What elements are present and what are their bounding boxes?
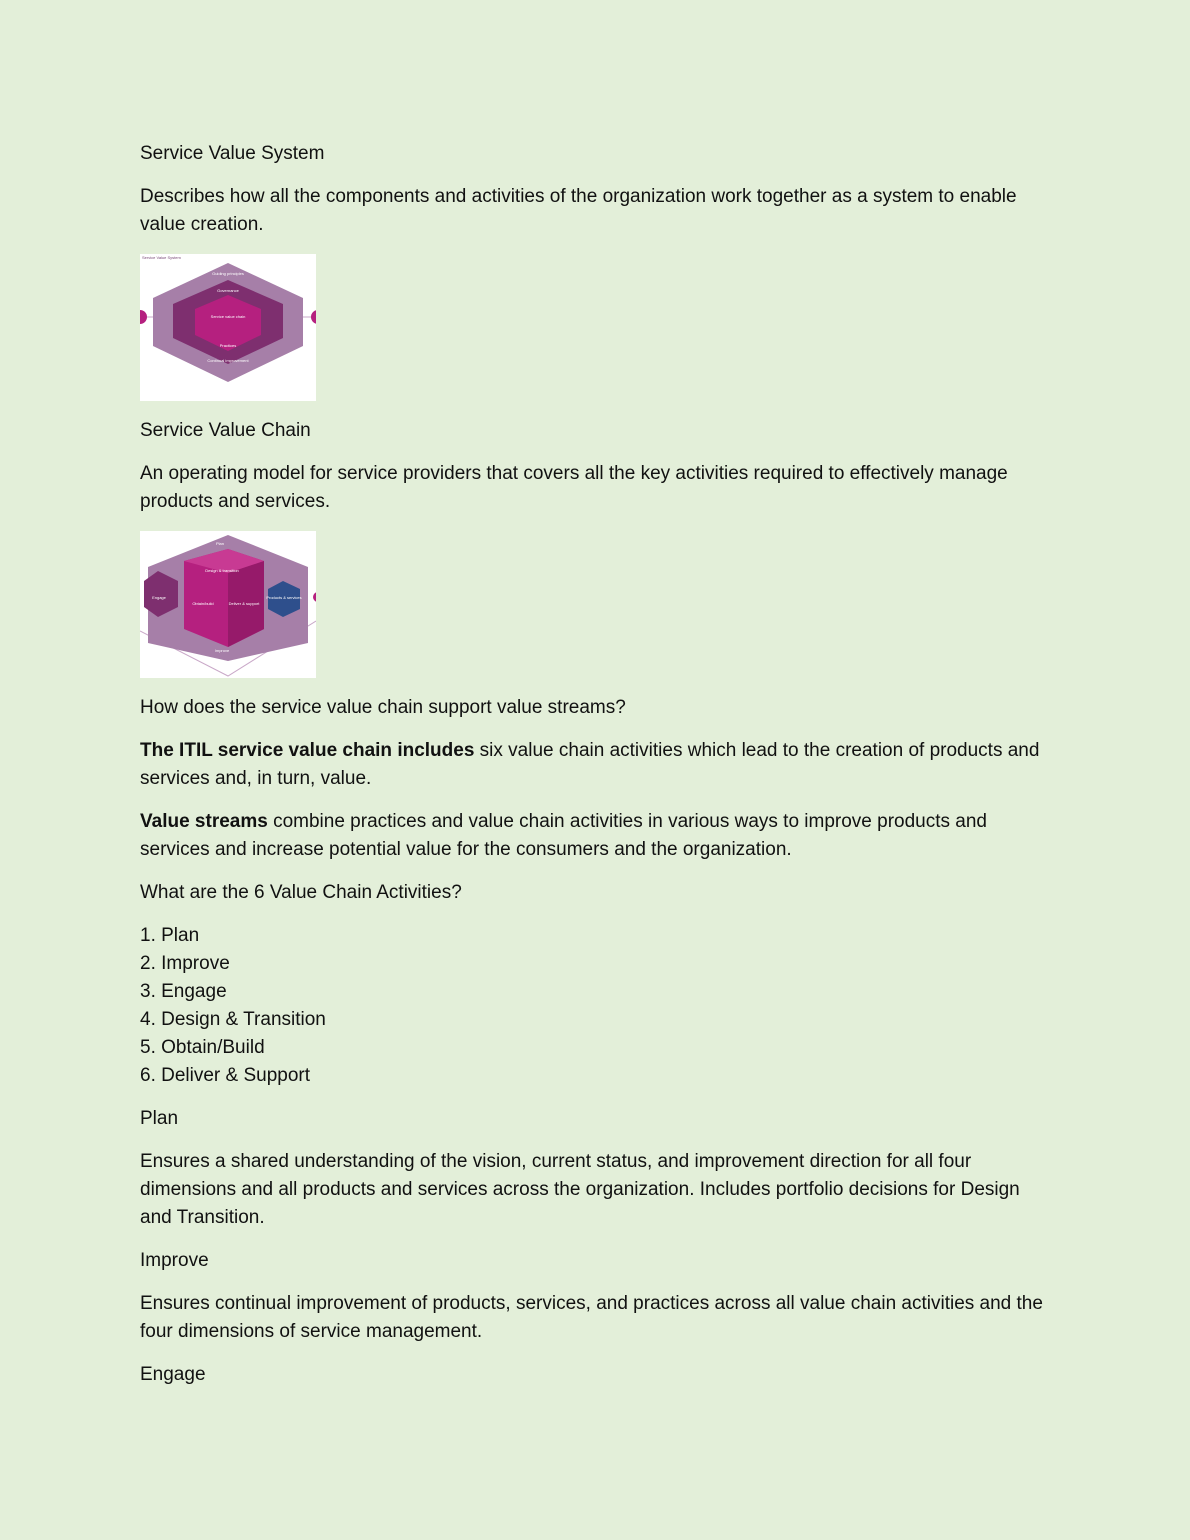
itil-chain-paragraph — [140, 737, 1055, 793]
service-value-chain-diagram — [140, 531, 316, 678]
svc-label-obtain: Obtain/build — [192, 601, 214, 606]
list-item: 4. Design & Transition — [140, 1009, 326, 1030]
engage-title: Engage — [140, 1364, 206, 1385]
list-item: 6. Deliver & Support — [140, 1065, 311, 1086]
value-streams-paragraph — [140, 808, 1055, 864]
svc-label-improve: Improve — [214, 648, 230, 653]
svs-description: Describes how all the components and activities of the organization work together as a system to enable value creation. — [140, 186, 1017, 235]
plan-description: Ensures a shared understanding of the vision, current status, and improvement direction for all four dimensions and all products and services across the organization. Includes portfolio decisions for Design and Transition. — [140, 1151, 1020, 1228]
document-page — [140, 140, 1055, 1404]
itil-chain-text: six value chain activities which lead to the creation of products and services and, in turn, value. — [140, 740, 1040, 789]
itil-chain-bold: The ITIL service value chain includes — [140, 740, 475, 761]
improve-description: Ensures continual improvement of products, services, and practices across all value chain activities and the four dimensions of service management. — [140, 1293, 1043, 1342]
improve-title: Improve — [140, 1250, 209, 1271]
service-value-system-diagram — [140, 254, 316, 401]
question-activities: What are the 6 Value Chain Activities? — [140, 882, 462, 903]
value-streams-bold: Value streams — [140, 811, 268, 832]
value-streams-text: combine practices and value chain activities in various ways to improve products and services and increase potential value for the consumers and the organization. — [140, 811, 988, 860]
svs-label-guiding: Guiding principles — [212, 271, 244, 276]
svs-title: Service Value System — [140, 143, 325, 164]
svs-label-governance: Governance — [217, 288, 239, 293]
svc-label-deliver: Deliver & support — [228, 601, 260, 606]
svc-label-design: Design & transition — [205, 568, 239, 573]
svs-diagram-caption: Service Value System — [142, 255, 181, 260]
svc-description: An operating model for service providers that covers all the key activities required to effectively manage products and services. — [140, 463, 1008, 512]
list-item: 2. Improve — [140, 953, 230, 974]
list-item: 5. Obtain/Build — [140, 1037, 265, 1058]
svs-label-practices: Practices — [219, 343, 237, 348]
plan-title: Plan — [140, 1108, 179, 1129]
svc-label-engage: Engage — [152, 595, 166, 600]
svc-label-products: Products & services — [266, 595, 302, 600]
activities-list — [140, 922, 1055, 1090]
svc-label-plan: Plan — [215, 541, 225, 546]
list-item: 1. Plan — [140, 925, 200, 946]
svs-label-improvement: Continual improvement — [207, 358, 249, 363]
question-value-streams: How does the service value chain support value streams? — [140, 697, 626, 718]
svc-title: Service Value Chain — [140, 420, 311, 441]
svs-label-chain: Service value chain — [210, 314, 246, 319]
list-item: 3. Engage — [140, 981, 227, 1002]
